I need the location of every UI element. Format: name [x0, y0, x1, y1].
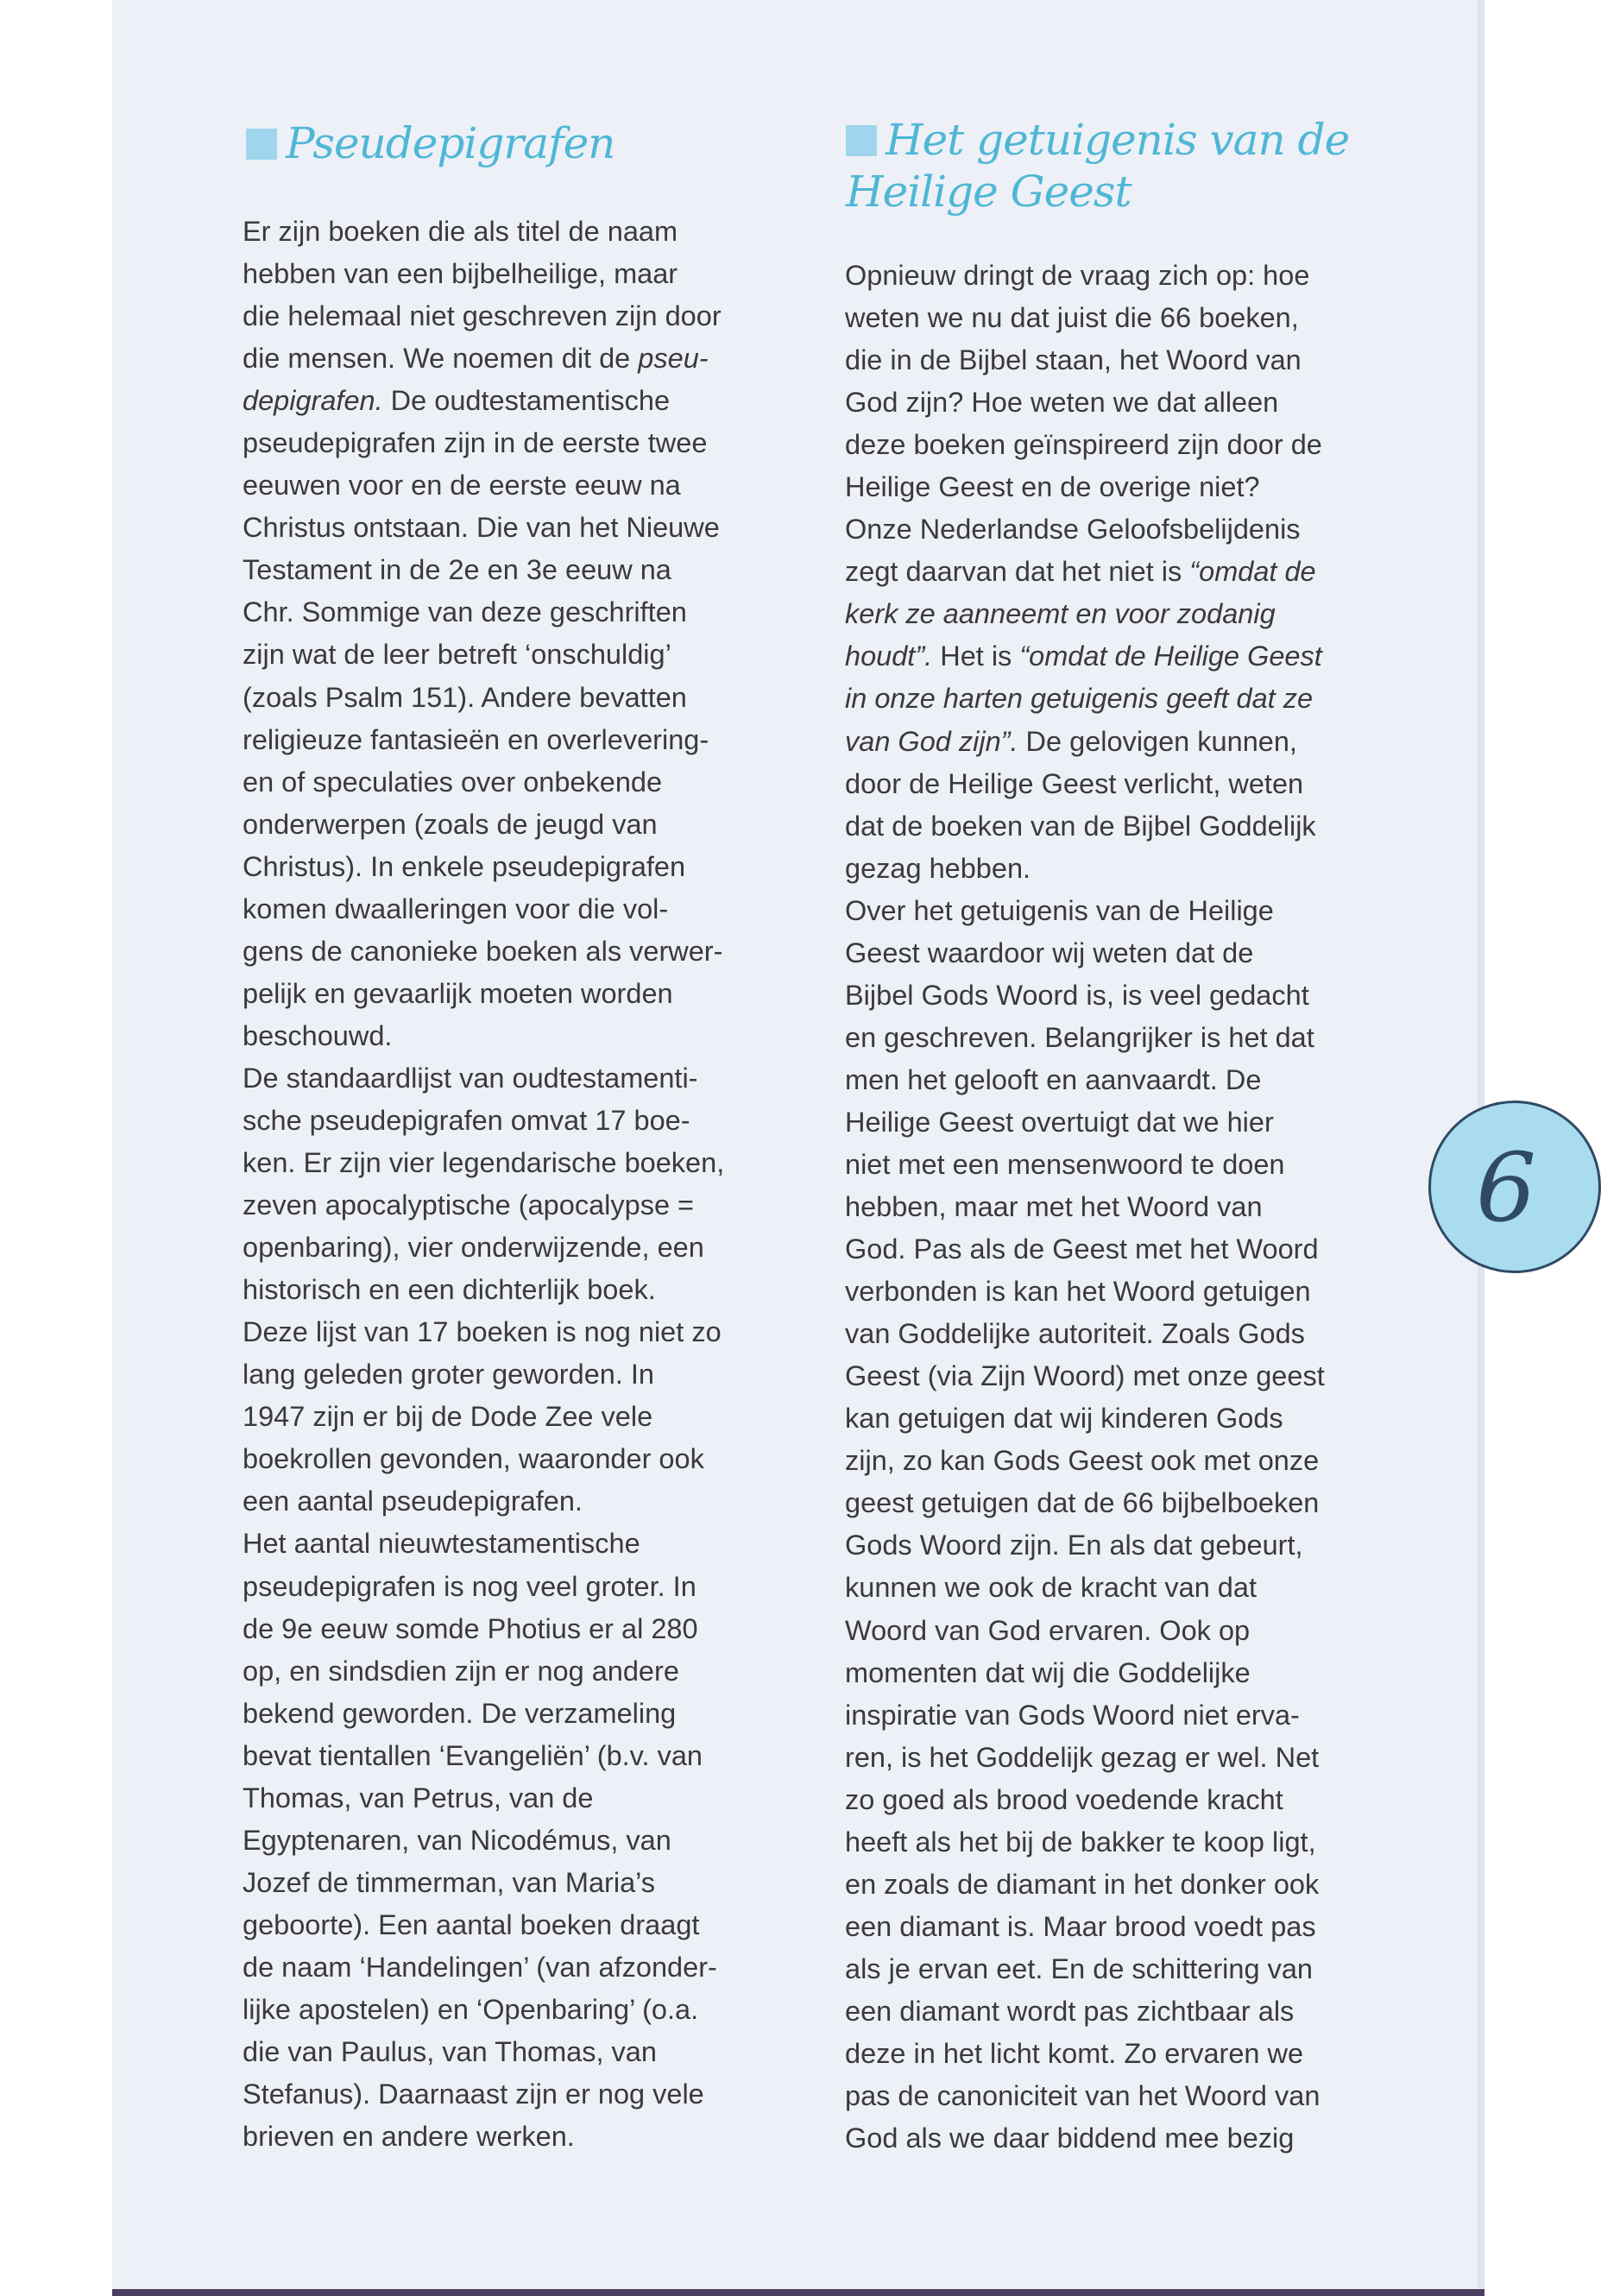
italic-text: in onze harten getuigenis geeft dat ze [845, 683, 1314, 715]
text-segment: van Goddelijke autoriteit. Zoals Gods [845, 1318, 1305, 1350]
text-line [845, 1524, 1397, 1567]
text-segment: de 9e eeuw somde Photius er al 280 [243, 1612, 698, 1644]
text-line [243, 1353, 795, 1396]
text-segment: ken. Er zijn vier legendarische boeken, [243, 1147, 725, 1179]
text-segment: die van Paulus, van Thomas, van [243, 2036, 657, 2068]
text-segment: De gelovigen kunnen, [1018, 725, 1297, 757]
text-line [243, 1650, 795, 1693]
text-segment: God. Pas als de Geest met het Woord [845, 1233, 1319, 1265]
text-segment: die in de Bijbel staan, het Woord van [845, 344, 1302, 376]
text-segment: pseudepigrafen is nog veel groter. In [243, 1570, 696, 1602]
text-segment: lijke apostelen) en ‘Openbaring’ (o.a. [243, 1993, 699, 2025]
text-line [845, 763, 1397, 805]
text-segment: Onze Nederlandse Geloofsbelijdenis [845, 514, 1301, 546]
text-line [845, 1271, 1397, 1313]
text-segment: Jozef de timmerman, van Maria’s [243, 1866, 656, 1898]
right-column-text [845, 255, 1397, 2160]
text-line [845, 551, 1397, 593]
text-line [845, 1228, 1397, 1271]
text-line [845, 1990, 1397, 2033]
text-line [845, 1144, 1397, 1186]
text-line [243, 2031, 795, 2073]
text-line [845, 508, 1397, 551]
text-line [243, 1946, 795, 1989]
text-segment: Stefanus). Daarnaast zijn er nog vele [243, 2078, 704, 2110]
text-segment: God zijn? Hoe weten we dat alleen [845, 387, 1279, 419]
text-line [243, 1820, 795, 1862]
text-segment: openbaring), vier onderwijzende, een [243, 1232, 704, 1264]
page-bottom-edge [112, 2289, 1484, 2296]
text-segment: momenten dat wij die Goddelijke [845, 1656, 1251, 1688]
text-segment: komen dwaalleringen voor die vol- [243, 893, 669, 924]
text-line [845, 678, 1397, 720]
text-segment: de naam ‘Handelingen’ (van afzonder- [243, 1951, 717, 1983]
text-segment: die mensen. We noemen dit de [243, 343, 639, 375]
text-segment: beschouwd. [243, 1019, 393, 1051]
heading-getuigenis [846, 114, 1349, 218]
text-line [243, 591, 795, 634]
text-segment: men het gelooft en aanvaardt. De [845, 1063, 1262, 1095]
text-line [243, 1184, 795, 1227]
text-line [845, 848, 1397, 890]
text-line [243, 422, 795, 464]
text-line [243, 549, 795, 591]
text-line [243, 1311, 795, 1353]
text-segment: pas de canoniciteit van het Woord van [845, 2080, 1321, 2112]
text-segment: Christus). In enkele pseudepigrafen [243, 850, 686, 882]
heading-text-line1: Het getuigenis van de [886, 115, 1350, 165]
text-segment: zijn, zo kan Gods Geest ook met onze [845, 1445, 1320, 1477]
text-segment: brieven en andere werken. [243, 2121, 575, 2153]
text-line [243, 1608, 795, 1650]
text-line [243, 973, 795, 1015]
text-line [243, 761, 795, 804]
text-line [845, 1482, 1397, 1524]
text-line [243, 1057, 795, 1100]
text-segment: kan getuigen dat wij kinderen Gods [845, 1403, 1283, 1435]
text-line [243, 211, 795, 253]
text-segment: Het aantal nieuwtestamentische [243, 1528, 640, 1560]
text-segment: en zoals de diamant in het donker ook [845, 1868, 1320, 1900]
text-segment: als je ervan eet. En de schittering van [845, 1952, 1313, 1984]
text-segment: ren, is het Goddelijk gezag er wel. Net [845, 1741, 1320, 1773]
text-segment: gens de canonieke boeken als verwer- [243, 935, 723, 967]
text-segment: Gods Woord zijn. En als dat gebeurt, [845, 1530, 1303, 1561]
text-segment: Chr. Sommige van deze geschriften [243, 596, 687, 628]
text-line [845, 339, 1397, 382]
text-segment: (zoals Psalm 151). Andere bevatten [243, 681, 687, 713]
text-line [845, 424, 1397, 466]
text-segment: een diamant is. Maar brood voedt pas [845, 1910, 1316, 1942]
text-line [243, 1523, 795, 1565]
text-line [243, 1566, 795, 1608]
text-line [845, 255, 1397, 297]
text-segment: Bijbel Gods Woord is, is veel gedacht [845, 979, 1309, 1011]
text-line [243, 1777, 795, 1820]
text-line [243, 1142, 795, 1184]
text-line [243, 1100, 795, 1142]
text-segment: Opnieuw dringt de vraag zich op: hoe [845, 260, 1310, 291]
text-line [845, 2075, 1397, 2117]
text-segment: geboorte). Een aantal boeken draagt [243, 1908, 700, 1940]
text-segment: De oudtestamentische [382, 385, 671, 417]
text-segment: deze boeken geïnspireerd zijn door de [845, 429, 1322, 461]
text-line [845, 805, 1397, 848]
chapter-tab [1398, 1088, 1536, 1295]
chapter-number: 6 [1476, 1132, 1536, 1243]
text-segment: geest getuigen dat de 66 bijbelboeken [845, 1487, 1320, 1519]
text-segment: Testament in de 2e en 3e eeuw na [243, 554, 671, 586]
heading-pseudepigrafen [246, 117, 615, 169]
italic-text: “omdat de [1189, 556, 1316, 588]
heading-text: Pseudepigrafen [286, 118, 615, 168]
text-segment: en of speculaties over onbekende [243, 766, 663, 798]
text-line [845, 1821, 1397, 1864]
text-line [845, 1186, 1397, 1228]
text-segment: Geest waardoor wij weten dat de [845, 937, 1254, 968]
text-segment: sche pseudepigrafen omvat 17 boe- [243, 1104, 690, 1136]
text-segment: door de Heilige Geest verlicht, weten [845, 767, 1304, 799]
text-segment: Heilige Geest en de overige niet? [845, 471, 1260, 503]
text-segment: 1947 zijn er bij de Dode Zee vele [243, 1401, 653, 1433]
text-line [243, 295, 795, 337]
text-segment: dat de boeken van de Bijbel Goddelijk [845, 810, 1316, 842]
heading-square-icon [846, 125, 877, 156]
text-line [243, 1269, 795, 1311]
text-line [845, 932, 1397, 975]
italic-text: houdt”. [845, 640, 933, 672]
text-segment: pseudepigrafen zijn in de eerste twee [243, 427, 708, 459]
text-line [243, 1693, 795, 1735]
text-segment: Thomas, van Petrus, van de [243, 1782, 594, 1813]
text-segment: Geest (via Zijn Woord) met onze geest [845, 1360, 1325, 1392]
text-line [243, 634, 795, 676]
text-line [845, 635, 1397, 678]
text-line [243, 1862, 795, 1904]
text-line [845, 2117, 1397, 2160]
text-segment: bekend geworden. De verzameling [243, 1697, 677, 1729]
text-segment: God als we daar biddend mee bezig [845, 2123, 1295, 2154]
text-segment: en geschreven. Belangrijker is het dat [845, 1021, 1314, 1053]
text-segment: inspiratie van Gods Woord niet erva- [845, 1699, 1300, 1731]
text-segment: religieuze fantasieën en overlevering- [243, 723, 709, 755]
text-segment: Het is [932, 640, 1020, 672]
text-line [243, 1480, 795, 1523]
heading-square-icon [246, 129, 277, 160]
text-line [243, 1904, 795, 1946]
text-segment: hebben van een bijbelheilige, maar [243, 258, 678, 290]
text-segment: onderwerpen (zoals de jeugd van [243, 808, 658, 840]
text-segment: Over het getuigenis van de Heilige [845, 894, 1274, 926]
text-line [243, 464, 795, 507]
text-line [243, 1735, 795, 1777]
text-line [845, 1101, 1397, 1144]
text-segment: boekrollen gevonden, waaronder ook [243, 1443, 704, 1475]
text-line [243, 888, 795, 930]
text-line [845, 890, 1397, 932]
italic-text: van God zijn”. [845, 725, 1018, 757]
text-segment: hebben, maar met het Woord van [845, 1191, 1263, 1223]
text-line [243, 930, 795, 973]
text-segment: eeuwen voor en de eerste eeuw na [243, 470, 681, 501]
text-segment: niet met een mensenwoord te doen [845, 1148, 1285, 1180]
text-segment: op, en sindsdien zijn er nog andere [243, 1655, 679, 1687]
text-segment: heeft als het bij de bakker te koop ligt, [845, 1826, 1316, 1858]
text-line [845, 593, 1397, 635]
text-segment: die helemaal niet geschreven zijn door [243, 300, 722, 332]
text-line [845, 1864, 1397, 1906]
text-segment: kunnen we ook de kracht van dat [845, 1572, 1257, 1604]
chapter-tab-circle [1428, 1101, 1601, 1273]
text-line [845, 721, 1397, 763]
text-line [243, 1227, 795, 1269]
text-line [243, 1989, 795, 2031]
text-segment: zo goed als brood voedende kracht [845, 1783, 1283, 1815]
text-segment: zijn wat de leer betreft ‘onschuldig’ [243, 639, 671, 671]
text-line [845, 1313, 1397, 1355]
text-line [243, 1438, 795, 1480]
text-segment: gezag hebben. [845, 852, 1031, 884]
text-line [845, 1567, 1397, 1609]
text-line [243, 1396, 795, 1438]
text-line [845, 975, 1397, 1017]
text-segment: bevat tientallen ‘Evangeliën’ (b.v. van [243, 1739, 703, 1771]
text-line [845, 382, 1397, 424]
text-segment: De standaardlijst van oudtestamenti- [243, 1062, 698, 1094]
text-line [845, 1948, 1397, 1990]
text-line [243, 337, 795, 380]
text-segment: verbonden is kan het Woord getuigen [845, 1276, 1311, 1308]
text-line [243, 846, 795, 888]
italic-text: pseu- [638, 343, 709, 375]
text-line [845, 1059, 1397, 1101]
text-segment: weten we nu dat juist die 66 boeken, [845, 302, 1299, 334]
text-line [845, 297, 1397, 339]
text-segment: lang geleden groter geworden. In [243, 1359, 655, 1391]
text-segment: Christus ontstaan. Die van het Nieuwe [243, 512, 720, 544]
text-line [243, 2073, 795, 2116]
text-segment: historisch en een dichterlijk boek. [243, 1274, 656, 1306]
heading-text-line2: Heilige Geest [846, 167, 1131, 217]
text-line [845, 1694, 1397, 1737]
text-line [845, 2033, 1397, 2075]
text-line [243, 2116, 795, 2158]
left-column-text [243, 211, 795, 2158]
text-line [845, 466, 1397, 508]
text-segment: deze in het licht komt. Zo ervaren we [845, 2037, 1304, 2069]
text-line [243, 253, 795, 295]
text-line [243, 507, 795, 549]
text-line [845, 1440, 1397, 1482]
text-line [845, 1610, 1397, 1652]
text-line [845, 1737, 1397, 1779]
text-segment: Egyptenaren, van Nicodémus, van [243, 1824, 671, 1856]
text-line [845, 1017, 1397, 1059]
text-segment: een aantal pseudepigrafen. [243, 1485, 583, 1517]
text-segment: pelijk en gevaarlijk moeten worden [243, 977, 673, 1009]
text-line [243, 380, 795, 422]
text-line [845, 1906, 1397, 1948]
text-line [845, 1397, 1397, 1440]
text-segment: Deze lijst van 17 boeken is nog niet zo [243, 1316, 722, 1348]
text-segment: een diamant wordt pas zichtbaar als [845, 1995, 1295, 2027]
text-line [845, 1652, 1397, 1694]
text-segment: Er zijn boeken die als titel de naam [243, 216, 678, 247]
text-line [243, 719, 795, 761]
text-line [243, 1015, 795, 1057]
italic-text: depigrafen. [243, 385, 383, 417]
text-segment: Heilige Geest overtuigt dat we hier [845, 1106, 1274, 1138]
text-line [845, 1355, 1397, 1397]
text-segment: Woord van God ervaren. Ook op [845, 1614, 1251, 1646]
italic-text: “omdat de Heilige Geest [1019, 640, 1322, 672]
text-line [243, 804, 795, 846]
text-line [243, 677, 795, 719]
text-line [845, 1779, 1397, 1821]
text-segment: zegt daarvan dat het niet is [845, 556, 1190, 588]
italic-text: kerk ze aanneemt en voor zodanig [845, 598, 1276, 630]
text-segment: zeven apocalyptische (apocalypse = [243, 1189, 695, 1221]
